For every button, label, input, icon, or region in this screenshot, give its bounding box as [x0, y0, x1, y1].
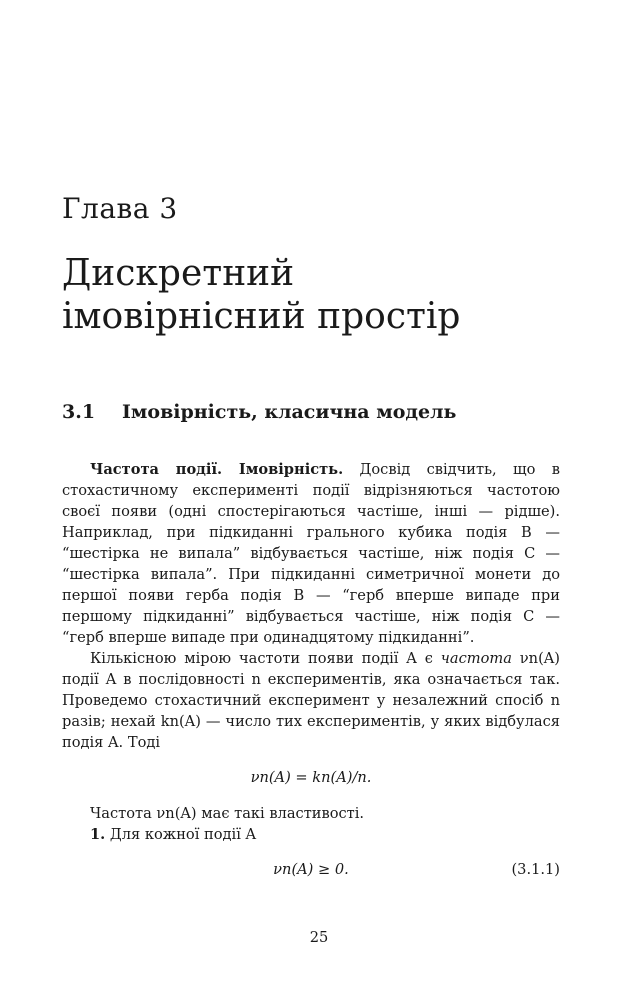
formula-nonnegative	[62, 859, 560, 880]
emphasized-term: частота	[440, 650, 512, 667]
paragraph-frequency	[62, 459, 560, 648]
paragraph-definition-text-a: Кількісною мірою частоти появи події A є	[90, 650, 441, 667]
paragraph-property-1	[62, 824, 560, 845]
paragraph-frequency-text: Досвід свідчить, що в стохастичному експерименті події відрізняються частотою своєї появи (одні спостерігаються частіше, інші — рідше). Наприклад, при підкиданні грального кубика подія B — “шестірка не випала” відбувається частіше, ніж подія C — “шестірка випала”. При підкиданні симетричної монети до першої появи герба подія B — “герб вперше випаде при першому підкиданні” відбувається частіше, ніж подія C — “герб вперше випаде при одинадцятому підкиданні”.	[62, 461, 560, 646]
property-text: Для кожної події A	[105, 826, 257, 843]
equation-number: (3.1.1)	[511, 861, 560, 878]
formula-nonnegative-expression: νn(A) ≥ 0.	[273, 861, 349, 878]
section-title: Імовірність, класична модель	[122, 401, 457, 423]
formula-frequency: νn(A) = kn(A)/n.	[250, 769, 372, 786]
chapter-title-line-2: імовірнісний простір	[62, 296, 461, 337]
chapter-label: Глава 3	[62, 192, 178, 225]
section-number: 3.1	[62, 401, 96, 423]
body-text	[62, 459, 560, 880]
chapter-title	[62, 252, 460, 338]
property-number: 1.	[90, 826, 106, 843]
page-number: 25	[309, 929, 329, 946]
run-in-heading: Частота події. Імовірність.	[90, 461, 344, 478]
paragraph-definition	[62, 648, 560, 753]
paragraph-properties: Частота νn(A) має такі властивості.	[90, 805, 365, 822]
chapter-title-line-1: Дискретний	[62, 253, 295, 294]
section-heading	[62, 400, 456, 424]
paragraph-definition-text-b: νn(A) події A в послідовності n експериментів, яка означається так. Проведемо стохастичний експеримент у незалежний спосіб n разів; нехай kn(A) — число тих експериментів, у яких відбулася подія A. Тоді	[62, 650, 561, 751]
